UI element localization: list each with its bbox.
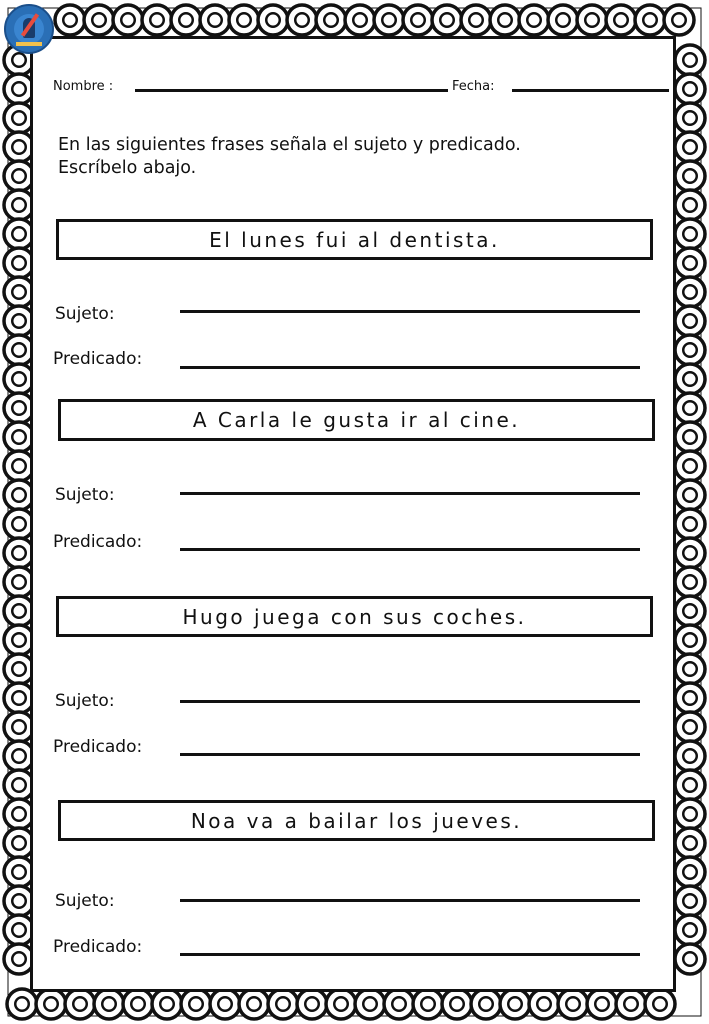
sentence-box-4 bbox=[58, 800, 655, 841]
scallop-loop bbox=[675, 161, 705, 191]
sentence-text: A Carla le gusta ir al cine. bbox=[192, 408, 521, 432]
scallop-loop bbox=[675, 248, 705, 278]
scallop-loop bbox=[316, 5, 346, 35]
scallop-loop bbox=[675, 799, 705, 829]
scallop-loop bbox=[529, 989, 559, 1019]
instructions-line-1: En las siguientes frases señala el sujeto y predicado. bbox=[58, 135, 521, 155]
scallop-loop bbox=[84, 5, 114, 35]
subject-label: Sujeto: bbox=[55, 891, 115, 911]
scallop-loop bbox=[461, 5, 491, 35]
scallop-loop bbox=[675, 132, 705, 162]
predicate-label: Predicado: bbox=[53, 349, 143, 369]
scallop-loop bbox=[664, 5, 694, 35]
scallop-loop bbox=[675, 857, 705, 887]
scallop-loop bbox=[258, 5, 288, 35]
scallop-loop bbox=[152, 989, 182, 1019]
scallop-loop bbox=[210, 989, 240, 1019]
scallop-loop bbox=[297, 989, 327, 1019]
scallop-loop bbox=[635, 5, 665, 35]
name-label: Nombre : bbox=[53, 79, 114, 94]
subject-label: Sujeto: bbox=[55, 691, 115, 711]
sentence-box-3 bbox=[56, 596, 653, 637]
scallop-loop bbox=[471, 989, 501, 1019]
sentence-text: El lunes fui al dentista. bbox=[209, 227, 500, 252]
subject-label: Sujeto: bbox=[55, 485, 115, 505]
predicate-answer-line[interactable] bbox=[180, 753, 640, 756]
scallop-loop bbox=[123, 989, 153, 1019]
scallop-loop bbox=[500, 989, 530, 1019]
date-field-line[interactable] bbox=[512, 89, 669, 92]
scallop-loop bbox=[384, 989, 414, 1019]
scallop-loop bbox=[675, 683, 705, 713]
scallop-loop bbox=[7, 989, 37, 1019]
scallop-loop bbox=[606, 5, 636, 35]
subject-answer-line[interactable] bbox=[180, 492, 640, 495]
scallop-loop bbox=[577, 5, 607, 35]
scallop-loop bbox=[675, 770, 705, 800]
school-logo-icon bbox=[4, 4, 54, 54]
scallop-loop bbox=[171, 5, 201, 35]
scallop-loop bbox=[675, 712, 705, 742]
scallop-loop bbox=[645, 989, 675, 1019]
scallop-loop bbox=[675, 886, 705, 916]
scallop-loop bbox=[413, 989, 443, 1019]
instructions-line-2: Escríbelo abajo. bbox=[58, 158, 197, 178]
predicate-answer-line[interactable] bbox=[180, 366, 640, 369]
instructions bbox=[58, 134, 658, 180]
scallop-loop bbox=[675, 596, 705, 626]
scallop-loop bbox=[675, 567, 705, 597]
scallop-loop bbox=[519, 5, 549, 35]
subject-label: Sujeto: bbox=[55, 304, 115, 324]
sentence-box-2 bbox=[58, 399, 655, 441]
subject-answer-line[interactable] bbox=[180, 700, 640, 703]
scallop-loop bbox=[558, 989, 588, 1019]
scallop-loop bbox=[55, 5, 85, 35]
scallop-loop bbox=[181, 989, 211, 1019]
scallop-loop bbox=[675, 451, 705, 481]
scallop-loop bbox=[587, 989, 617, 1019]
predicate-label: Predicado: bbox=[53, 532, 143, 552]
name-field-line[interactable] bbox=[135, 89, 448, 92]
scallop-loop bbox=[432, 5, 462, 35]
scallop-loop bbox=[374, 5, 404, 35]
scallop-loop bbox=[675, 654, 705, 684]
scallop-loop bbox=[675, 509, 705, 539]
scallop-loop bbox=[94, 989, 124, 1019]
scallop-loop bbox=[675, 364, 705, 394]
scallop-loop bbox=[675, 741, 705, 771]
scallop-loop bbox=[548, 5, 578, 35]
scallop-loop bbox=[675, 480, 705, 510]
sentence-box-1 bbox=[56, 219, 653, 260]
scallop-loop bbox=[675, 828, 705, 858]
predicate-answer-line[interactable] bbox=[180, 548, 640, 551]
scallop-loop bbox=[200, 5, 230, 35]
predicate-label: Predicado: bbox=[53, 937, 143, 957]
scallop-loop bbox=[675, 74, 705, 104]
scallop-loop bbox=[675, 45, 705, 75]
subject-answer-line[interactable] bbox=[180, 899, 640, 902]
predicate-answer-line[interactable] bbox=[180, 953, 640, 956]
scallop-loop bbox=[675, 103, 705, 133]
scallop-loop bbox=[675, 944, 705, 974]
date-label: Fecha: bbox=[452, 79, 495, 94]
scallop-loop bbox=[675, 915, 705, 945]
sentence-text: Hugo juega con sus coches. bbox=[182, 604, 527, 629]
scallop-loop bbox=[675, 190, 705, 220]
scallop-loop bbox=[142, 5, 172, 35]
scallop-loop bbox=[345, 5, 375, 35]
predicate-label: Predicado: bbox=[53, 737, 143, 757]
scallop-loop bbox=[675, 306, 705, 336]
scallop-loop bbox=[675, 393, 705, 423]
scallop-loop bbox=[65, 989, 95, 1019]
scallop-loop bbox=[326, 989, 356, 1019]
scallop-loop bbox=[675, 219, 705, 249]
scallop-loop bbox=[355, 989, 385, 1019]
scallop-loop bbox=[490, 5, 520, 35]
scallop-loop bbox=[268, 989, 298, 1019]
scallop-loop bbox=[675, 538, 705, 568]
subject-answer-line[interactable] bbox=[180, 310, 640, 313]
scallop-loop bbox=[113, 5, 143, 35]
scallop-loop bbox=[229, 5, 259, 35]
scallop-loop bbox=[675, 335, 705, 365]
scallop-loop bbox=[675, 625, 705, 655]
scallop-loop bbox=[403, 5, 433, 35]
scallop-loop bbox=[239, 989, 269, 1019]
scallop-loop bbox=[287, 5, 317, 35]
scallop-loop bbox=[36, 989, 66, 1019]
scallop-loop bbox=[675, 422, 705, 452]
scallop-loop bbox=[616, 989, 646, 1019]
sentence-text: Noa va a bailar los jueves. bbox=[190, 808, 523, 833]
scallop-loop bbox=[675, 277, 705, 307]
scallop-loop bbox=[442, 989, 472, 1019]
